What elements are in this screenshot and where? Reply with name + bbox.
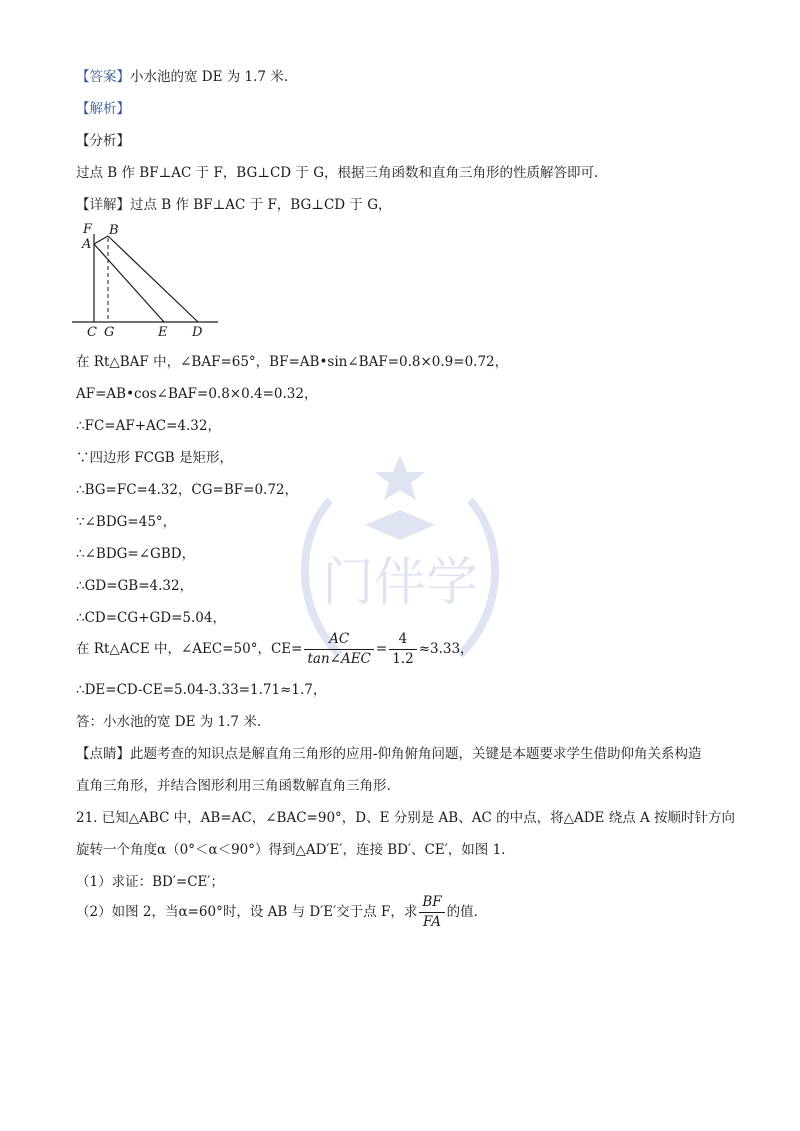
answer-line (76, 67, 288, 87)
label-c: C (87, 325, 97, 340)
dianjing-line-2: 直角三角形，并结合图形利用三角函数解直角三角形. (76, 778, 391, 794)
step-line: 在 Rt△BAF 中，∠BAF=65°，BF=AB•sin∠BAF=0.8×0.9=0.72， (76, 354, 509, 370)
dianjing-text-1: 此题考查的知识点是解直角三角形的应用-仰角俯角问题，关键是本题要求学生借助仰角关系构造 (130, 746, 702, 762)
step-line: AF=AB•cos∠BAF=0.8×0.4=0.32， (76, 386, 318, 402)
fenxi-tag: 【分析】 (76, 133, 130, 149)
conclusion-line: 答：小水池的宽 DE 为 1.7 米. (76, 714, 262, 730)
step-line: ∴BG=FC=4.32，CG=BF=0.72， (76, 482, 299, 498)
analysis-tag: 【解析】 (76, 101, 130, 117)
label-g: G (104, 325, 115, 340)
q21-line-1: 21. 已知△ABC 中，AB=AC，∠BAC=90°，D、E 分别是 AB、AC 的中点，将△ADE 绕点 A 按顺时针方向 (76, 810, 736, 826)
fraction-denominator: FA (423, 914, 441, 930)
detail-text: 过点 B 作 BF⊥AC 于 F，BG⊥CD 于 G， (130, 197, 392, 213)
step-line: ∴CD=CG+GD=5.04， (76, 610, 226, 626)
step-line: ∵∠BDG=45°， (76, 514, 177, 530)
step-line: ∴∠BDG=∠GBD， (76, 546, 196, 562)
q21-part-2-prefix: （2）如图 2，当α=60°时，设 AB 与 D′E′交于点 F，求 (76, 904, 418, 920)
fraction-denominator: tan∠AEC (307, 651, 371, 667)
answer-tag: 【答案】 (76, 69, 130, 85)
q21-part-2 (76, 893, 478, 932)
label-d: D (192, 325, 203, 340)
q21-part-2-suffix: 的值. (446, 904, 478, 920)
equals-sign: = (375, 641, 388, 657)
fraction-numerator: AC (304, 630, 373, 650)
fraction-numerator: 4 (389, 630, 416, 650)
detail-line (76, 195, 391, 215)
fraction-ac-over-tan (304, 630, 373, 669)
label-b: B (109, 223, 119, 238)
dianjing-line-1 (76, 744, 702, 764)
fenxi-text: 过点 B 作 BF⊥AC 于 F，BG⊥CD 于 G，根据三角函数和直角三角形的性质解答即可. (76, 165, 599, 181)
q21-line-2: 旋转一个角度α（0°＜α＜90°）得到△AD′E′，连接 BD′、CE′，如图 1. (76, 842, 506, 858)
step-line: ∴FC=AF+AC=4.32， (76, 418, 221, 434)
detail-tag: 【详解】 (76, 197, 130, 213)
fraction-numerator: BF (419, 893, 444, 913)
de-line: ∴DE=CD-CE=5.04-3.33=1.71≈1.7， (76, 682, 327, 698)
segment-ab (94, 236, 108, 244)
watermark-text: 门伴学 (321, 553, 479, 613)
label-e: E (158, 325, 168, 340)
fraction-4-over-1-2 (389, 630, 416, 669)
step-line: ∴GD=GB=4.32， (76, 578, 194, 594)
ce-suffix: ≈3.33， (418, 641, 474, 657)
fraction-bf-over-fa (419, 893, 444, 932)
step-line: ∵四边形 FCGB 是矩形， (76, 450, 233, 466)
geometry-diagram (72, 222, 222, 340)
q21-part-1: （1）求证：BD′=CE′； (76, 874, 224, 890)
answer-text: 小水池的宽 DE 为 1.7 米. (130, 69, 289, 85)
label-a: A (82, 237, 92, 252)
dianjing-tag: 【点睛】 (76, 746, 130, 762)
fraction-denominator: 1.2 (392, 651, 414, 667)
label-f: F (83, 222, 93, 237)
ce-prefix: 在 Rt△ACE 中，∠AEC=50°，CE= (76, 641, 303, 657)
ce-line (76, 630, 474, 669)
